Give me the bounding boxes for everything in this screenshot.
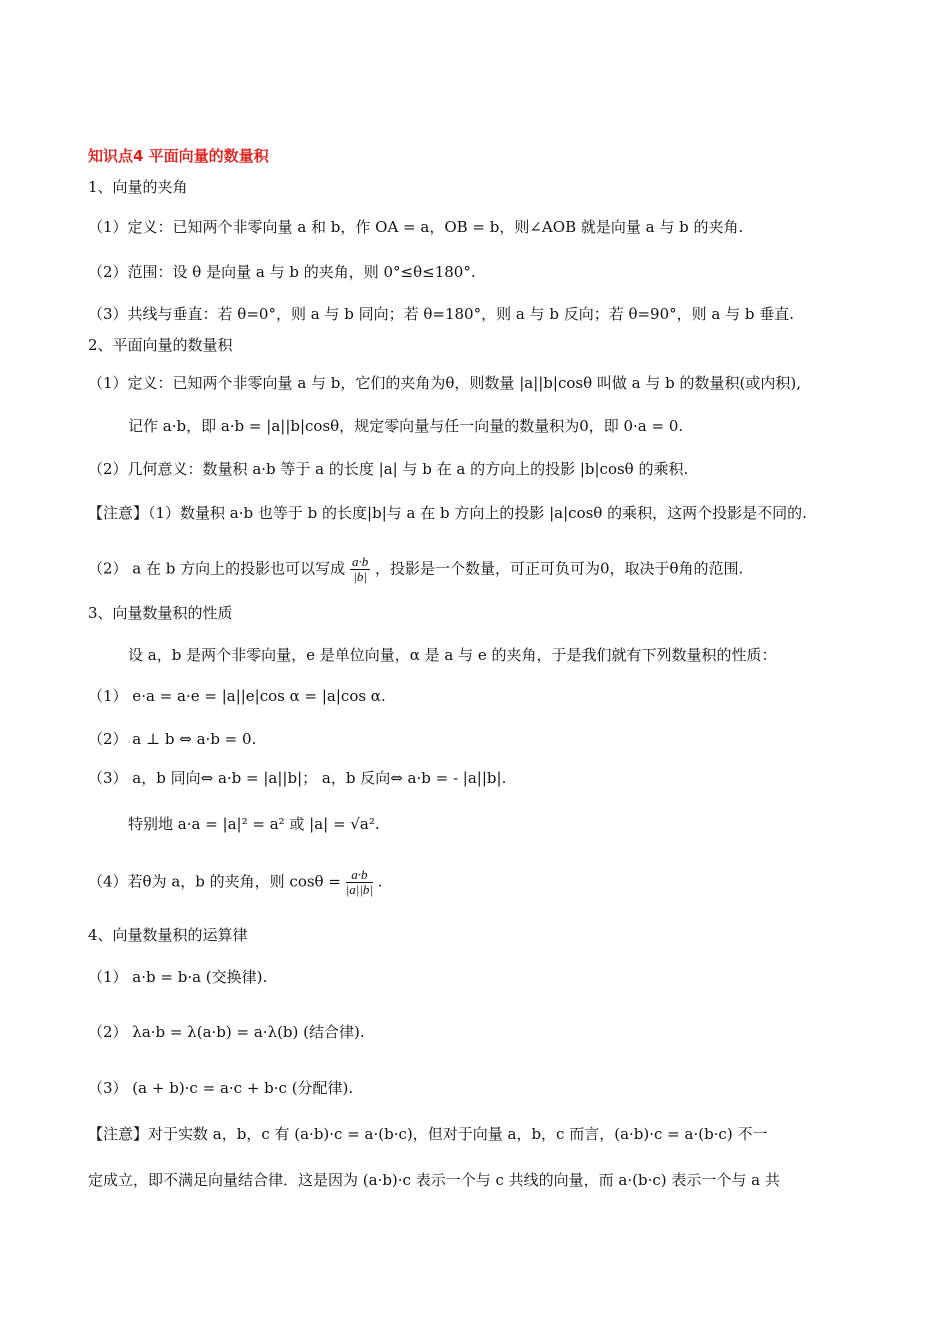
s3-p3: （3） a，b 同向⇔ a·b = |a||b|； a，b 反向⇔ a·b = - |a||b|. [88,769,507,787]
s4-note2: 定成立，即不满足向量结合律．这是因为 (a·b)·c 表示一个与 c 共线的向量，而 a·(b·c) 表示一个与 a 共 [88,1171,780,1189]
s3-p4-text-b: . [377,872,383,891]
fraction-numerator: a·b [351,554,369,569]
cos-numerator: a·b [346,868,373,883]
s4-p2: （2） λa·b = λ(a·b) = a·λ(b) (结合律). [88,1023,365,1041]
s3-p2: （2） a ⊥ b ⇔ a·b = 0. [88,730,257,748]
section-heading: 知识点4 平面向量的数量积 [88,147,269,165]
s2-note2-text-a: （2） a 在 b 方向上的投影也可以写成 [88,559,346,578]
s2-note2 [88,555,890,584]
s3-p4 [88,868,890,897]
s3-p3b: 特别地 a·a = |a|² = a² 或 |a| = √a². [128,815,380,833]
s2-p1b: 记作 a·b，即 a·b = |a||b|cosθ，规定零向量与任一向量的数量积为0，即 0·a = 0. [128,417,684,435]
s4-p3: （3） (a + b)·c = a·c + b·c (分配律). [88,1079,354,1097]
s2-note1: 【注意】（1）数量积 a·b 也等于 b 的长度|b|与 a 在 b 方向上的投影 |a|cosθ 的乘积，这两个投影是不同的. [88,504,807,522]
s1-p2: （2）范围：设 θ 是向量 a 与 b 的夹角，则 0°≤θ≤180°. [88,263,476,281]
cos-fraction [346,868,373,897]
s3-intro: 设 a，b 是两个非零向量，e 是单位向量，α 是 a 与 e 的夹角，于是我们就有下列数量积的性质： [128,646,777,664]
projection-fraction [350,555,370,584]
s1-title: 1、向量的夹角 [88,178,188,196]
s1-p1: （1）定义：已知两个非零向量 a 和 b，作 OA = a，OB = b，则∠AOB 就是向量 a 与 b 的夹角. [88,218,744,236]
s3-p4-text-a: （4）若θ为 a，b 的夹角，则 cosθ = [88,872,341,891]
s4-note1: 【注意】对于实数 a，b，c 有 (a·b)·c = a·(b·c)，但对于向量 a，b，c 而言，(a·b)·c = a·(b·c) 不一 [88,1125,768,1143]
s4-title: 4、向量数量积的运算律 [88,926,248,944]
s2-p1a: （1）定义：已知两个非零向量 a 与 b，它们的夹角为θ，则数量 |a||b|cosθ 叫做 a 与 b 的数量积(或内积), [88,374,801,392]
s3-p1: （1） e·a = a·e = |a||e|cos α = |a|cos α. [88,687,386,705]
cos-denominator: |a||b| [345,882,373,897]
s4-p1: （1） a·b = b·a (交换律). [88,968,268,986]
s2-p2: （2）几何意义：数量积 a·b 等于 a 的长度 |a| 与 b 在 a 的方向上的投影 |b|cosθ 的乘积. [88,460,689,478]
s3-title: 3、向量数量积的性质 [88,604,233,622]
fraction-denominator: |b| [353,569,367,584]
s2-title: 2、平面向量的数量积 [88,336,233,354]
s1-p3: （3）共线与垂直：若 θ=0°，则 a 与 b 同向；若 θ=180°，则 a 与 b 反向；若 θ=90°，则 a 与 b 垂直. [88,305,795,323]
s2-note2-text-b: ，投影是一个数量，可正可负可为0，取决于θ角的范围. [374,559,744,578]
